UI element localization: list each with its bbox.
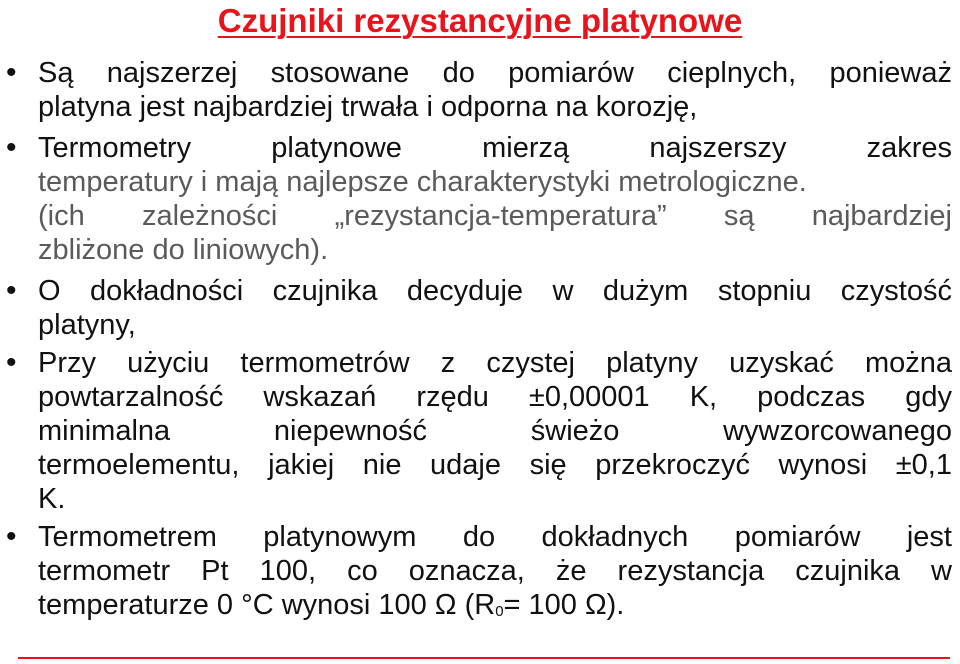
text-line: platyny, [38, 309, 136, 341]
text-line: Termometrem platynowym do dokładnych pomiarów jest [38, 521, 952, 553]
bullet-dot-icon: • [6, 274, 17, 307]
bullet-dot-icon: • [6, 520, 17, 553]
text-segment: = 100 Ω). [503, 589, 625, 621]
text-line: Są najszerzej stosowane do pomiarów cieplnych, ponieważ [38, 57, 952, 89]
text-line: O dokładności czujnika decyduje w dużym stopniu czystość [38, 275, 952, 307]
text-line [38, 588, 952, 622]
text-line: K. [38, 483, 66, 515]
subscript-zero: 0 [495, 603, 504, 620]
bullet-dot-icon: • [6, 131, 17, 164]
bullet-dot-icon: • [6, 56, 17, 89]
text-line: Termometry platynowe mierzą najszerszy zakres [38, 132, 952, 164]
text-line: zbliżone do liniowych). [38, 234, 329, 266]
text-line: termometr Pt 100, co oznacza, że rezystancja czujnika w [38, 555, 952, 587]
text-line: (ich zależności „rezystancja-temperatura” są najbardziej [38, 200, 952, 232]
text-line: temperatury i mają najlepsze charakterystyki metrologiczne. [38, 166, 807, 198]
text-line: Przy użyciu termometrów z czystej platyny uzyskać można [38, 347, 952, 379]
bullet-dot-icon: • [6, 346, 17, 379]
text-line: platyna jest najbardziej trwała i odporna na korozję, [38, 91, 698, 123]
slide-title: Czujniki rezystancyjne platynowe [217, 2, 743, 39]
text-segment: temperaturze 0 °C wynosi 100 Ω (R [38, 589, 496, 621]
footer-divider [18, 657, 950, 659]
text-line: powtarzalność wskazań rzędu ±0,00001 K, podczas gdy [38, 381, 952, 413]
text-line: termoelementu, jakiej nie udaje się przekroczyć wynosi ±0,1 [38, 449, 952, 481]
text-line: minimalna niepewność świeżo wywzorcowanego [38, 415, 952, 447]
